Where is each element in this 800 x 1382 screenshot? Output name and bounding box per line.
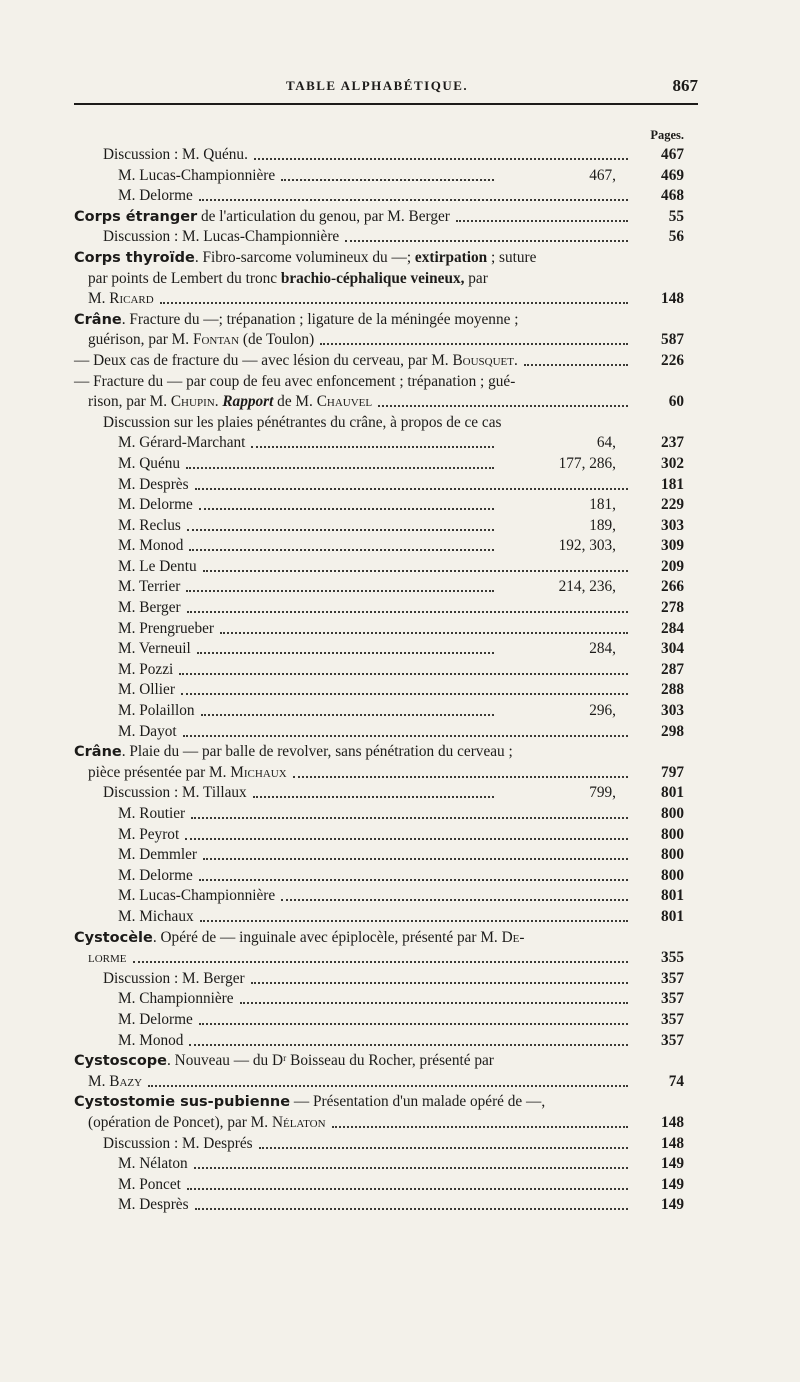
entry-text xyxy=(118,1195,189,1216)
entry-segment: brachio-céphalique veineux, xyxy=(280,269,465,287)
page-ref: 278 xyxy=(661,599,684,617)
page-ref: 303 xyxy=(661,702,684,720)
entry-text xyxy=(88,269,488,290)
page-ref: 801 xyxy=(661,907,684,925)
entry-segment: Discussion : M. Tillaux xyxy=(103,784,247,802)
dot-leader xyxy=(181,693,628,695)
dot-leader xyxy=(332,1126,628,1128)
entry-text xyxy=(118,722,177,743)
entry-segment: M. Gérard-Marchant xyxy=(118,434,246,452)
entry-segment: . xyxy=(214,393,223,411)
index-line xyxy=(0,989,800,1010)
entry-keyword: Crâne xyxy=(74,744,122,761)
dot-leader xyxy=(186,590,494,592)
entry-segment: M. Desprès xyxy=(118,475,189,493)
entry-text xyxy=(88,392,372,413)
page-number: 867 xyxy=(672,76,698,95)
entry-keyword: Cystocèle xyxy=(74,929,153,946)
index-line xyxy=(0,557,800,578)
entry-segment: . Plaie du — par balle de revolver, sans pénétration du cerveau ; xyxy=(121,743,513,761)
entry-segment: M. Dayot xyxy=(118,722,177,740)
page-ref: 229 xyxy=(661,496,684,514)
page-ref: 209 xyxy=(661,557,684,575)
entry-text xyxy=(88,1113,326,1134)
entry-segment: Bazy xyxy=(109,1072,143,1090)
entry-text xyxy=(74,207,450,228)
dot-leader xyxy=(254,158,628,160)
index-line xyxy=(0,289,800,310)
entry-segment: M. Prengrueber xyxy=(118,619,215,637)
entry-segment: Discussion : M. Després xyxy=(103,1134,253,1152)
extra-page-refs: 467, xyxy=(589,166,616,184)
entry-segment: . Fracture du —; trépanation ; ligature de la méningée moyenne ; xyxy=(121,310,519,328)
index-line xyxy=(0,845,800,866)
index-line xyxy=(0,742,800,763)
entry-segment: M. Quénu xyxy=(118,454,181,472)
extra-page-refs: 181, xyxy=(589,496,616,514)
index-line xyxy=(0,392,800,413)
entry-keyword: Corps thyroïde xyxy=(74,249,195,266)
index-line xyxy=(0,248,800,269)
entry-text xyxy=(74,351,518,372)
entry-segment: — Deux cas de fracture du — avec lésion du cerveau, par M. xyxy=(74,351,453,369)
index-line xyxy=(0,536,800,557)
entry-segment: M. Reclus xyxy=(118,516,181,534)
entry-text xyxy=(118,557,197,578)
entry-text xyxy=(118,598,181,619)
entry-segment: M. Lucas-Championnière xyxy=(118,166,276,184)
entry-segment: M. Lucas-Championnière xyxy=(118,887,276,905)
page-ref: 55 xyxy=(668,207,684,225)
dot-leader xyxy=(345,240,628,242)
entry-segment: M. Berger xyxy=(118,599,181,617)
index-line xyxy=(0,722,800,743)
entry-text xyxy=(74,372,515,393)
entry-segment: de M. xyxy=(273,393,317,411)
dot-leader xyxy=(200,920,628,922)
entry-segment: M. Delorme xyxy=(118,866,193,884)
page-ref: 149 xyxy=(661,1196,684,1214)
entry-segment: par xyxy=(464,269,488,287)
entry-segment: Michaux xyxy=(230,763,287,781)
index-line xyxy=(0,351,800,372)
entry-segment: extirpation xyxy=(414,248,488,266)
entry-text xyxy=(118,866,193,887)
entry-segment: (opération de Poncet), par M. xyxy=(88,1113,272,1131)
dot-leader xyxy=(197,652,494,654)
dot-leader xyxy=(191,817,628,819)
page-ref: 298 xyxy=(661,722,684,740)
entry-text xyxy=(118,433,245,454)
entry-segment: Nélaton xyxy=(271,1113,326,1131)
dot-leader xyxy=(320,343,628,345)
extra-page-refs: 296, xyxy=(589,702,616,720)
index-line xyxy=(0,1134,800,1155)
page-ref: 797 xyxy=(661,763,684,781)
entry-text xyxy=(74,310,518,331)
index-line xyxy=(0,680,800,701)
entry-text xyxy=(118,516,181,537)
entry-segment: M. Monod xyxy=(118,1031,184,1049)
index-line xyxy=(0,804,800,825)
page-ref: 304 xyxy=(661,640,684,658)
entry-segment: Discussion : M. Berger xyxy=(103,969,245,987)
dot-leader xyxy=(293,776,628,778)
page-ref: 801 xyxy=(661,784,684,802)
entry-text xyxy=(88,948,127,969)
entry-text xyxy=(118,907,194,928)
entry-segment: Discussion : M. Quénu. xyxy=(103,146,248,163)
page-ref: 800 xyxy=(661,866,684,884)
extra-page-refs: 284, xyxy=(589,640,616,658)
entry-text xyxy=(118,886,275,907)
page-ref: 149 xyxy=(661,1155,684,1173)
dot-leader xyxy=(203,570,628,572)
entry-text xyxy=(74,1092,545,1113)
index-line xyxy=(0,969,800,990)
entry-segment: M. Le Dentu xyxy=(118,557,197,575)
dot-leader xyxy=(187,529,494,531)
page-ref: 357 xyxy=(661,969,684,987)
index-line xyxy=(0,372,800,393)
entry-text xyxy=(103,145,248,166)
entry-text xyxy=(118,701,195,722)
dot-leader xyxy=(203,858,628,860)
entry-text xyxy=(88,330,314,351)
entry-text xyxy=(103,783,247,804)
index-line xyxy=(0,310,800,331)
page-ref: 302 xyxy=(661,454,684,472)
entry-text xyxy=(118,845,197,866)
entry-segment: M. Poncet xyxy=(118,1175,181,1193)
index-line xyxy=(0,495,800,516)
entry-text xyxy=(74,742,513,763)
dot-leader xyxy=(199,879,628,881)
extra-page-refs: 192, 303, xyxy=(558,537,616,555)
entry-segment: ; suture xyxy=(487,248,537,266)
entry-segment: — Fracture du — par coup de feu avec enfoncement ; trépanation ; gué- xyxy=(74,372,516,390)
entry-text xyxy=(103,413,501,434)
index-line xyxy=(0,763,800,784)
page-ref: 237 xyxy=(661,434,684,452)
entry-segment: Fontan xyxy=(192,331,240,349)
index-line xyxy=(0,598,800,619)
entry-text xyxy=(88,763,287,784)
entry-text xyxy=(88,289,154,310)
entry-segment: Rapport xyxy=(222,393,274,411)
page-ref: 357 xyxy=(661,1010,684,1028)
dot-leader xyxy=(179,673,628,675)
page-header xyxy=(0,76,800,98)
entry-segment: pièce présentée par M. xyxy=(88,763,231,781)
page-ref: 149 xyxy=(661,1175,684,1193)
entry-segment: de l'articulation du genou, par M. Berger xyxy=(197,207,450,225)
page-ref: 60 xyxy=(668,393,684,411)
entry-text xyxy=(118,495,193,516)
page-ref: 287 xyxy=(661,660,684,678)
entry-segment: M. Pozzi xyxy=(118,660,174,678)
entry-segment: par points de Lembert du tronc xyxy=(88,269,281,287)
index-line xyxy=(0,907,800,928)
entry-keyword: Cystoscope xyxy=(74,1053,168,1070)
page-ref: 148 xyxy=(661,290,684,308)
dot-leader xyxy=(194,1167,628,1169)
entry-text xyxy=(118,989,234,1010)
entry-text xyxy=(118,1031,183,1052)
entry-segment: M. Championnière xyxy=(118,990,234,1008)
entry-segment: M. Terrier xyxy=(118,578,181,596)
entry-segment: (de Toulon) xyxy=(239,331,315,349)
entry-segment: . Opéré de — inguinale avec épiplocèle, présenté par M. xyxy=(152,928,502,946)
index-line xyxy=(0,1051,800,1072)
page-ref: 800 xyxy=(661,846,684,864)
index-line xyxy=(0,207,800,228)
entry-text xyxy=(103,227,339,248)
entry-text xyxy=(74,928,524,949)
index-line xyxy=(0,1072,800,1093)
index-line xyxy=(0,928,800,949)
entry-segment: M. Desprès xyxy=(118,1196,189,1214)
dot-leader xyxy=(186,467,494,469)
entry-text xyxy=(118,536,183,557)
dot-leader xyxy=(199,1023,628,1025)
entry-segment: rison, par M. xyxy=(88,393,171,411)
index-line xyxy=(0,433,800,454)
dot-leader xyxy=(281,179,494,181)
index-line xyxy=(0,1195,800,1216)
index-line xyxy=(0,825,800,846)
entry-segment: M. Delorme xyxy=(118,187,193,205)
entry-segment: M. xyxy=(88,290,110,308)
entry-segment: M. Delorme xyxy=(118,1010,193,1028)
entry-segment: guérison, par M. xyxy=(88,331,193,349)
index-line xyxy=(0,866,800,887)
dot-leader xyxy=(281,899,628,901)
running-title: TABLE ALPHABÉTIQUE. xyxy=(286,78,469,93)
entry-text xyxy=(118,454,180,475)
entry-segment: M. Ollier xyxy=(118,681,175,699)
entry-segment: De- xyxy=(501,928,525,946)
dot-leader xyxy=(195,1208,628,1210)
index-line xyxy=(0,166,800,187)
entry-text xyxy=(103,1134,253,1155)
header-rule xyxy=(74,103,698,105)
index-line xyxy=(0,1113,800,1134)
index-line xyxy=(0,886,800,907)
entry-segment: M. Peyrot xyxy=(118,825,180,843)
index-line xyxy=(0,227,800,248)
entry-text xyxy=(118,166,275,187)
dot-leader xyxy=(220,632,628,634)
page-ref: 355 xyxy=(661,949,684,967)
entry-text xyxy=(74,1051,494,1072)
page-ref: 800 xyxy=(661,805,684,822)
dot-leader xyxy=(259,1147,628,1149)
entry-segment: M. Nélaton xyxy=(118,1155,188,1173)
entry-text xyxy=(118,577,180,598)
entry-segment: M. Routier xyxy=(118,805,186,822)
pages-column-label: Pages. xyxy=(650,128,684,142)
dot-leader xyxy=(524,364,628,366)
index-line xyxy=(0,639,800,660)
page-ref: 266 xyxy=(661,578,684,596)
entry-segment: Chupin xyxy=(170,393,215,411)
entry-keyword: Crâne xyxy=(74,311,122,328)
index-line xyxy=(0,1175,800,1196)
dot-leader xyxy=(187,611,628,613)
dot-leader xyxy=(199,199,628,201)
entry-text xyxy=(118,660,173,681)
entry-segment: M. Demmler xyxy=(118,846,198,864)
index-line xyxy=(0,516,800,537)
entry-segment: M. Michaux xyxy=(118,907,194,925)
entry-text xyxy=(118,639,191,660)
page-ref: 148 xyxy=(661,1113,684,1131)
page-ref: 56 xyxy=(668,228,684,246)
dot-leader xyxy=(251,982,628,984)
dot-leader xyxy=(189,1044,628,1046)
entry-text xyxy=(118,619,214,640)
entry-keyword: Cystostomie sus-pubienne xyxy=(74,1094,291,1111)
index-line xyxy=(0,783,800,804)
extra-page-refs: 189, xyxy=(589,516,616,534)
index-line xyxy=(0,1092,800,1113)
entry-segment: Ricard xyxy=(109,290,154,308)
entry-segment: . Fibro-sarcome volumineux du —; xyxy=(194,248,415,266)
dot-leader xyxy=(253,796,494,798)
index-line xyxy=(0,413,800,434)
entry-text xyxy=(118,680,175,701)
page-ref: 181 xyxy=(661,475,684,493)
extra-page-refs: 214, 236, xyxy=(558,578,616,596)
dot-leader xyxy=(240,1002,628,1004)
page-ref: 800 xyxy=(661,825,684,843)
index-line xyxy=(0,475,800,496)
index-line xyxy=(0,577,800,598)
entry-segment: M. Polaillon xyxy=(118,702,195,720)
dot-leader xyxy=(201,714,494,716)
index-entries xyxy=(0,145,800,1216)
entry-segment: M. Monod xyxy=(118,537,184,555)
entry-text xyxy=(74,248,536,269)
page-ref: 357 xyxy=(661,990,684,1008)
entry-segment: Discussion : M. Lucas-Championnière xyxy=(103,228,340,246)
index-line xyxy=(0,145,800,166)
extra-page-refs: 177, 286, xyxy=(558,454,616,472)
entry-text xyxy=(118,186,193,207)
entry-text xyxy=(118,1154,188,1175)
index-line xyxy=(0,269,800,290)
dot-leader xyxy=(183,735,628,737)
page-ref: 284 xyxy=(661,619,684,637)
page-ref: 303 xyxy=(661,516,684,534)
index-line xyxy=(0,186,800,207)
page-ref: 357 xyxy=(661,1031,684,1049)
dot-leader xyxy=(148,1085,628,1087)
index-line xyxy=(0,330,800,351)
dot-leader xyxy=(133,961,628,963)
entry-segment: — Présentation d'un malade opéré de —, xyxy=(290,1093,546,1111)
entry-segment: Discussion sur les plaies pénétrantes du crâne, à propos de ce cas xyxy=(103,413,502,431)
entry-segment: . xyxy=(514,351,518,369)
index-line xyxy=(0,1154,800,1175)
index-line xyxy=(0,619,800,640)
page-ref: 226 xyxy=(661,351,684,369)
index-line xyxy=(0,948,800,969)
dot-leader xyxy=(160,302,628,304)
page-ref: 288 xyxy=(661,681,684,699)
index-line xyxy=(0,454,800,475)
page-ref: 467 xyxy=(661,146,684,163)
index-line xyxy=(0,660,800,681)
entry-segment: . Nouveau — du Dʳ Boisseau du Rocher, présenté par xyxy=(167,1052,494,1070)
dot-leader xyxy=(187,1188,628,1190)
page-ref: 801 xyxy=(661,887,684,905)
page-ref: 469 xyxy=(661,166,684,184)
page-ref: 587 xyxy=(661,331,684,349)
index-line xyxy=(0,701,800,722)
dot-leader xyxy=(251,446,494,448)
page-ref: 309 xyxy=(661,537,684,555)
entry-text xyxy=(88,1072,142,1093)
dot-leader xyxy=(189,549,494,551)
entry-segment: M. Delorme xyxy=(118,496,193,514)
page-ref: 74 xyxy=(668,1072,684,1090)
dot-leader xyxy=(199,508,494,510)
entry-segment: lorme xyxy=(88,949,127,967)
page-ref: 468 xyxy=(661,187,684,205)
index-line xyxy=(0,1010,800,1031)
entry-segment: M. xyxy=(88,1072,110,1090)
entry-segment: M. Verneuil xyxy=(118,640,191,658)
dot-leader xyxy=(456,220,628,222)
entry-text xyxy=(118,825,179,846)
entry-text xyxy=(118,1175,181,1196)
dot-leader xyxy=(195,488,628,490)
entry-text xyxy=(118,475,189,496)
entry-keyword: Corps étranger xyxy=(74,208,198,225)
extra-page-refs: 64, xyxy=(596,434,616,452)
dot-leader xyxy=(378,405,628,407)
entry-segment: Bousquet xyxy=(452,351,514,369)
entry-segment: Chauvel xyxy=(316,393,373,411)
extra-page-refs: 799, xyxy=(589,784,616,802)
entry-text xyxy=(118,804,185,825)
page-ref: 148 xyxy=(661,1134,684,1152)
entry-text xyxy=(118,1010,193,1031)
entry-text xyxy=(103,969,245,990)
index-line xyxy=(0,1031,800,1052)
dot-leader xyxy=(185,838,628,840)
